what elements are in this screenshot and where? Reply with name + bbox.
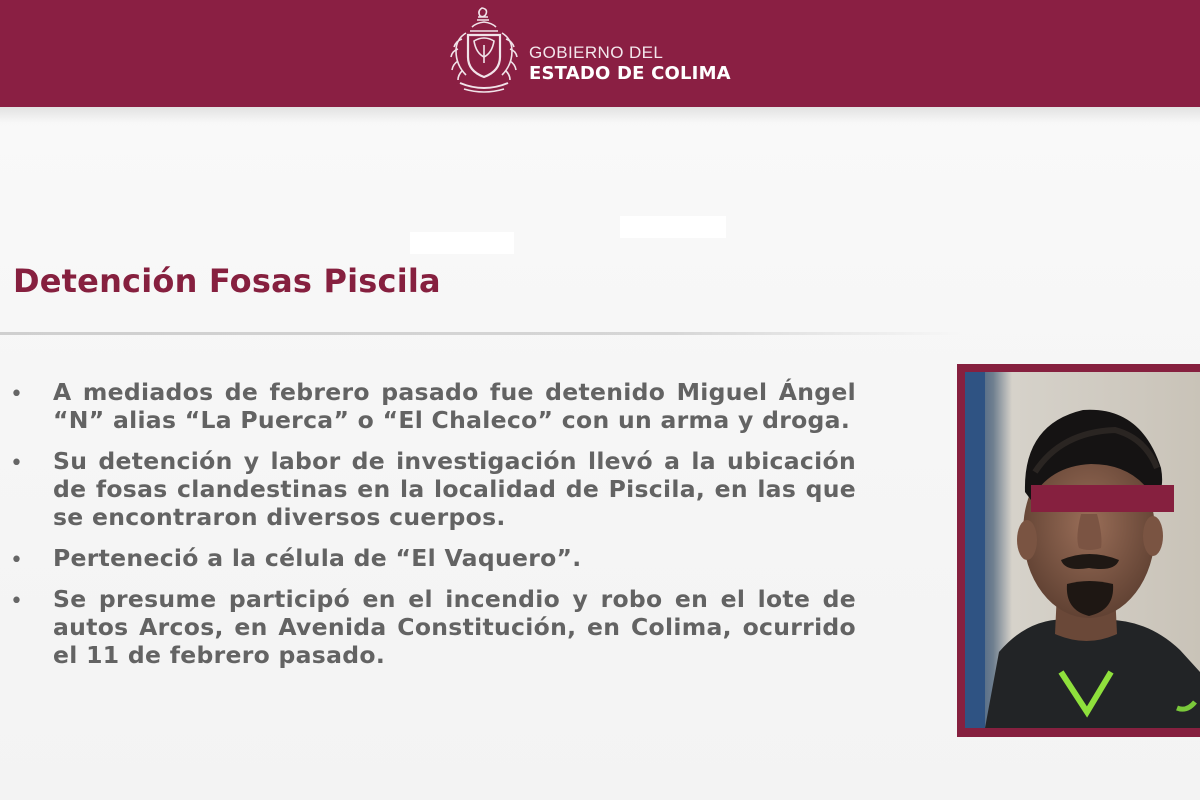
list-item [10,544,856,572]
slide-title: Detención Fosas Piscila [13,262,441,300]
list-item [10,447,856,531]
bullet-icon: • [10,451,23,476]
detainee-photo [965,372,1200,728]
title-divider [0,332,960,335]
header-shadow [0,107,1200,123]
bullet-text: Su detención y labor de investigación llevó a la ubicación de fosas clandestinas en la localidad de Piscila, en las que se encontraron diversos cuerpos. [53,447,856,531]
screen-glare [620,216,726,238]
screen-glare [410,232,514,254]
org-name-line1: GOBIERNO DEL [529,43,664,62]
bullet-text: A mediados de febrero pasado fue detenido Miguel Ángel “N” alias “La Puerca” o “El Chaleco” con un arma y droga. [53,378,856,434]
bullet-text: Se presume participó en el incendio y robo en el lote de autos Arcos, en Avenida Constitución, en Colima, ocurrido el 11 de febrero pasado. [53,585,856,669]
list-item [10,585,856,669]
bullet-icon: • [10,548,23,573]
bullet-icon: • [10,382,23,407]
colima-coat-of-arms-icon [444,5,524,97]
list-item [10,378,856,434]
government-logo [444,5,744,97]
org-name-line2: ESTADO DE COLIMA [529,63,731,84]
bullet-icon: • [10,589,23,614]
bullet-text: Perteneció a la célula de “El Vaquero”. [53,544,582,572]
bullet-list [10,378,856,682]
